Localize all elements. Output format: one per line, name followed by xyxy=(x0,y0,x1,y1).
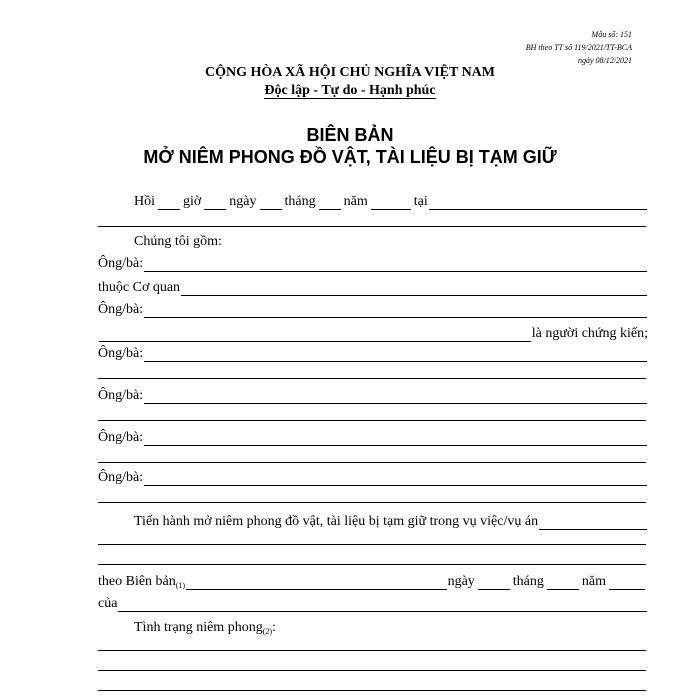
case-line-1[interactable] xyxy=(98,544,646,545)
record-day-blank[interactable] xyxy=(478,577,510,590)
seal-status-colon: : xyxy=(272,620,276,635)
time-label: Hồi xyxy=(134,194,155,209)
record-label: theo Biên bản xyxy=(98,574,176,589)
person-4-continuation-line[interactable] xyxy=(98,420,646,421)
year-blank[interactable] xyxy=(319,197,341,210)
person-label: Ông/bà: xyxy=(98,346,144,361)
seal-status-line-3[interactable] xyxy=(98,690,646,691)
seal-status-line-2[interactable] xyxy=(98,670,646,671)
person-row-2 xyxy=(98,302,648,318)
agency-blank[interactable] xyxy=(181,283,647,296)
document-title xyxy=(0,124,700,168)
of-label: của xyxy=(98,596,118,611)
hour-label: giờ xyxy=(183,194,202,209)
person-blank-6[interactable] xyxy=(144,473,647,486)
person-row-3 xyxy=(98,346,648,362)
seal-status-note: (2) xyxy=(262,627,273,636)
person-row-1 xyxy=(98,256,648,272)
record-blank[interactable] xyxy=(186,577,446,590)
day-blank[interactable] xyxy=(204,197,226,210)
person-5-continuation-line[interactable] xyxy=(98,462,646,463)
hour-blank[interactable] xyxy=(158,197,180,210)
form-code xyxy=(526,28,632,67)
place-continuation-line[interactable] xyxy=(98,226,646,227)
month-blank[interactable] xyxy=(260,197,282,210)
form-number: Mẫu số: 151 xyxy=(591,30,632,39)
month-label: tháng xyxy=(284,194,316,209)
witness-label: là người chứng kiến; xyxy=(531,326,648,341)
person-label: Ông/bà: xyxy=(98,256,144,271)
proceed-label: Tiến hành mở niêm phong đồ vật, tài liệu bị tạm giữ trong vụ việc/vụ án xyxy=(134,514,539,529)
of-row xyxy=(98,596,648,612)
person-label: Ông/bà: xyxy=(98,388,144,403)
person-label: Ông/bà: xyxy=(98,470,144,485)
person-3-continuation-line[interactable] xyxy=(98,378,646,379)
record-year-blank[interactable] xyxy=(609,577,645,590)
person-label: Ông/bà: xyxy=(98,430,144,445)
record-year-label: năm xyxy=(581,574,606,589)
seal-status-label: Tình trạng niêm phong xyxy=(134,620,263,635)
we-include-row xyxy=(98,234,648,250)
record-row xyxy=(98,574,648,590)
at-label: tại xyxy=(413,194,428,209)
person-blank-1[interactable] xyxy=(144,259,647,272)
motto: Độc lập - Tự do - Hạnh phúc xyxy=(264,83,436,98)
person-blank-2[interactable] xyxy=(144,305,647,318)
person-label: Ông/bà: xyxy=(98,302,144,317)
seal-status-line-1[interactable] xyxy=(98,650,646,651)
person-6-continuation-line[interactable] xyxy=(98,502,646,503)
form-date: ngày 08/12/2021 xyxy=(578,56,632,65)
record-day-label: ngày xyxy=(447,574,475,589)
country-name: CỘNG HÒA XÃ HỘI CHỦ NGHĨA VIỆT NAM xyxy=(204,65,495,80)
agency-row xyxy=(98,280,648,296)
record-month-blank[interactable] xyxy=(547,577,579,590)
case-line-2[interactable] xyxy=(98,564,646,565)
place-blank[interactable] xyxy=(429,197,647,210)
person-row-6 xyxy=(98,470,648,486)
day-label: ngày xyxy=(229,194,257,209)
seal-status-row xyxy=(98,620,648,636)
year-value-blank[interactable] xyxy=(371,197,411,210)
time-place-row xyxy=(98,194,648,210)
person-blank-5[interactable] xyxy=(144,433,647,446)
person-blank-4[interactable] xyxy=(144,391,647,404)
person-row-4 xyxy=(98,388,648,404)
title-line-1: BIÊN BẢN xyxy=(306,125,394,145)
form-circular: BH theo TT số 119/2021/TT-BCA xyxy=(525,43,632,52)
year-label: năm xyxy=(343,194,368,209)
record-note: (1) xyxy=(175,581,186,590)
person-blank-3[interactable] xyxy=(144,349,647,362)
of-blank[interactable] xyxy=(118,599,647,612)
witness-row xyxy=(98,326,648,342)
person-row-5 xyxy=(98,430,648,446)
record-month-label: tháng xyxy=(512,574,544,589)
case-blank[interactable] xyxy=(539,517,647,530)
agency-label: thuộc Cơ quan xyxy=(98,280,181,295)
national-header xyxy=(0,64,700,100)
title-line-2: MỞ NIÊM PHONG ĐỒ VẬT, TÀI LIỆU BỊ TẠM GIỮ xyxy=(143,147,557,167)
we-include-label: Chúng tôi gồm: xyxy=(134,234,222,249)
witness-blank[interactable] xyxy=(99,329,531,342)
proceed-row xyxy=(98,514,648,530)
